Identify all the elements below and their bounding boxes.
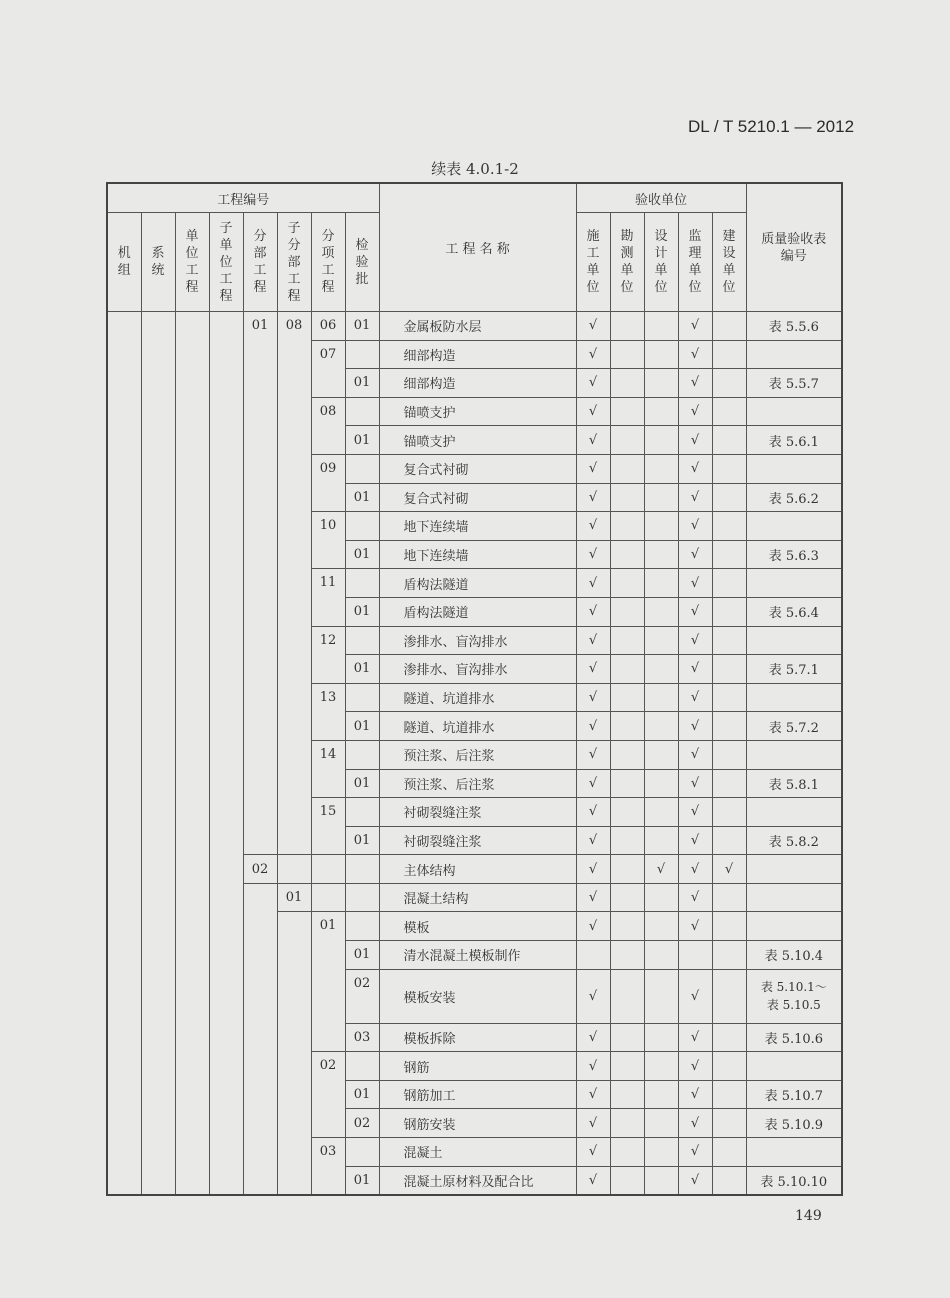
cell-supervision: √ [678,426,712,455]
cell-owner [712,712,746,741]
cell-supervision: √ [678,1138,712,1167]
cell-owner [712,397,746,426]
cell-form: 表 5.8.2 [746,826,842,855]
cell-lot [345,855,379,884]
cell-survey [610,626,644,655]
cell-design [644,512,678,541]
cell-survey [610,312,644,341]
cell-name: 地下连续墙 [379,540,576,569]
cell-design [644,712,678,741]
cell-owner [712,1109,746,1138]
header-unit-project: 单位工程 [175,213,209,312]
cell-design [644,883,678,912]
cell-survey [610,426,644,455]
cell-item: 15 [311,798,345,855]
cell-name: 钢筋 [379,1052,576,1081]
cell-owner [712,798,746,827]
cell-item: 09 [311,454,345,511]
cell-construction: √ [576,597,610,626]
cell-item: 11 [311,569,345,626]
cell-form: 表 5.6.3 [746,540,842,569]
cell-design [644,769,678,798]
cell-supervision: √ [678,855,712,884]
cell-supervision: √ [678,540,712,569]
cell-item: 14 [311,740,345,797]
cell-design [644,1109,678,1138]
cell-construction: √ [576,569,610,598]
cell-survey [610,397,644,426]
cell-name: 混凝土结构 [379,883,576,912]
cell-lot [345,883,379,912]
cell-name: 模板 [379,912,576,941]
cell-form: 表 5.10.7 [746,1080,842,1109]
cell-supervision: √ [678,512,712,541]
cell-owner: √ [712,855,746,884]
cell-lot [345,683,379,712]
cell-supervision: √ [678,369,712,398]
cell-survey [610,1166,644,1195]
cell-form [746,454,842,483]
cell-lot: 01 [345,597,379,626]
cell-name: 金属板防水层 [379,312,576,341]
cell-survey [610,597,644,626]
cell-construction: √ [576,369,610,398]
cell-design [644,683,678,712]
cell-name: 锚喷支护 [379,426,576,455]
cell-form [746,569,842,598]
cell-construction: √ [576,340,610,369]
cell-owner [712,769,746,798]
cell-supervision: √ [678,1052,712,1081]
cell-construction: √ [576,683,610,712]
cell-lot [345,569,379,598]
header-sub-division-project: 子分部工程 [277,213,311,312]
cell-name: 模板拆除 [379,1023,576,1052]
cell-owner [712,1052,746,1081]
cell-lot: 01 [345,426,379,455]
cell-form: 表 5.10.4 [746,941,842,970]
cell-lot: 01 [345,769,379,798]
cell-form: 表 5.10.1～ 表 5.10.5 [746,969,842,1023]
cell-form [746,340,842,369]
cell-owner [712,1080,746,1109]
cell-construction: √ [576,626,610,655]
cell-form: 表 5.6.2 [746,483,842,512]
cell-sub-division: 01 [277,883,311,912]
cell-owner [712,597,746,626]
cell-lot: 01 [345,655,379,684]
header-inspection-lot: 检验批 [345,213,379,312]
cell-lot: 01 [345,941,379,970]
cell-owner [712,969,746,1023]
cell-design [644,483,678,512]
cell-survey [610,483,644,512]
cell-supervision: √ [678,740,712,769]
cell-survey [610,769,644,798]
cell-owner [712,1166,746,1195]
cell-survey [610,1080,644,1109]
cell-form: 表 5.7.2 [746,712,842,741]
cell-owner [712,483,746,512]
cell-lot [345,912,379,941]
cell-construction: √ [576,883,610,912]
cell-supervision: √ [678,483,712,512]
cell-lot [345,454,379,483]
cell-survey [610,826,644,855]
cell-design [644,826,678,855]
cell-name: 预注浆、后注浆 [379,740,576,769]
cell-owner [712,426,746,455]
cell-form: 表 5.10.10 [746,1166,842,1195]
cell-supervision: √ [678,397,712,426]
cell-lot: 03 [345,1023,379,1052]
header-unit-group: 机组 [107,213,141,312]
cell-sub-division [277,912,311,1195]
cell-item: 07 [311,340,345,397]
cell-survey [610,1052,644,1081]
header-project-name: 工 程 名 称 [379,183,576,312]
cell-name: 混凝土 [379,1138,576,1167]
cell-design [644,1023,678,1052]
cell-owner [712,312,746,341]
cell-survey [610,369,644,398]
cell-construction: √ [576,483,610,512]
cell-name: 钢筋安装 [379,1109,576,1138]
cell-name: 衬砌裂缝注浆 [379,798,576,827]
cell-form: 表 5.8.1 [746,769,842,798]
cell-construction: √ [576,1138,610,1167]
cell-lot [345,626,379,655]
cell-name: 主体结构 [379,855,576,884]
cell-lot: 02 [345,1109,379,1138]
header-survey-unit: 勘测单位 [610,213,644,312]
cell-owner [712,512,746,541]
cell-construction: √ [576,1023,610,1052]
cell-design: √ [644,855,678,884]
header-sub-unit-project: 子单位工程 [209,213,243,312]
cell-name: 细部构造 [379,340,576,369]
cell-division: 01 [243,312,277,855]
cell-construction: √ [576,740,610,769]
cell-lot: 01 [345,369,379,398]
cell-supervision: √ [678,712,712,741]
cell-form [746,683,842,712]
cell-construction: √ [576,798,610,827]
cell-lot: 01 [345,826,379,855]
cell-name: 渗排水、盲沟排水 [379,626,576,655]
cell-supervision: √ [678,798,712,827]
cell-lot: 01 [345,712,379,741]
cell-construction: √ [576,397,610,426]
cell-survey [610,1023,644,1052]
cell-owner [712,569,746,598]
cell-supervision: √ [678,769,712,798]
cell-lot: 01 [345,1080,379,1109]
cell-form: 表 5.5.7 [746,369,842,398]
table-row [107,312,842,341]
cell-supervision: √ [678,1109,712,1138]
cell-form: 表 5.6.4 [746,597,842,626]
cell-supervision: √ [678,454,712,483]
cell-form [746,740,842,769]
cell-design [644,569,678,598]
header-system: 系统 [141,213,175,312]
cell-design [644,912,678,941]
cell-owner [712,1023,746,1052]
page-number: 149 [795,1208,822,1224]
cell-form: 表 5.5.6 [746,312,842,341]
cell-design [644,597,678,626]
cell-construction: √ [576,712,610,741]
cell-owner [712,683,746,712]
cell-item: 13 [311,683,345,740]
cell-supervision: √ [678,683,712,712]
cell-construction: √ [576,769,610,798]
header-item-project: 分项工程 [311,213,345,312]
cell-survey [610,912,644,941]
cell-form [746,512,842,541]
header-supervision-unit: 监理单位 [678,213,712,312]
cell-name: 钢筋加工 [379,1080,576,1109]
cell-owner [712,883,746,912]
cell-survey [610,454,644,483]
cell-form [746,912,842,941]
cell-survey [610,655,644,684]
cell-name: 模板安装 [379,969,576,1023]
cell-item: 10 [311,512,345,569]
cell-lot [345,740,379,769]
cell-construction: √ [576,969,610,1023]
header-owner-unit: 建设单位 [712,213,746,312]
cell-item: 06 [311,312,345,341]
cell-name: 细部构造 [379,369,576,398]
cell-lot [345,1138,379,1167]
header-acceptance-units: 验收单位 [576,183,746,213]
cell-construction: √ [576,540,610,569]
cell-name: 复合式衬砌 [379,454,576,483]
cell-lot [345,1052,379,1081]
cell-survey [610,883,644,912]
cell-supervision: √ [678,597,712,626]
cell-form [746,397,842,426]
cell-construction: √ [576,1080,610,1109]
cell-sub-division [277,855,311,884]
cell-form [746,1138,842,1167]
cell-design [644,798,678,827]
cell-form: 表 5.6.1 [746,426,842,455]
cell-item [311,883,345,912]
cell-construction: √ [576,826,610,855]
cell-supervision: √ [678,969,712,1023]
header-design-unit: 设计单位 [644,213,678,312]
cell-design [644,1166,678,1195]
cell-name: 隧道、坑道排水 [379,683,576,712]
cell-construction: √ [576,1052,610,1081]
cell-supervision: √ [678,626,712,655]
cell-survey [610,683,644,712]
header-project-code: 工程编号 [107,183,379,213]
cell-survey [610,1109,644,1138]
cell-supervision: √ [678,1166,712,1195]
cell-form [746,1052,842,1081]
cell-survey [610,798,644,827]
cell-supervision: √ [678,1023,712,1052]
cell-form [746,855,842,884]
cell-construction: √ [576,655,610,684]
cell-survey [610,1138,644,1167]
cell-owner [712,826,746,855]
cell-owner [712,454,746,483]
table-caption: 续表 4.0.1-2 [431,160,519,178]
cell-name: 复合式衬砌 [379,483,576,512]
cell-supervision: √ [678,312,712,341]
cell-survey [610,855,644,884]
cell-form [746,626,842,655]
cell-design [644,969,678,1023]
cell-name: 清水混凝土模板制作 [379,941,576,970]
standard-code: DL / T 5210.1 — 2012 [688,117,855,136]
cell-supervision: √ [678,569,712,598]
cell-design [644,1080,678,1109]
cell-form [746,798,842,827]
cell-construction: √ [576,512,610,541]
cell-name: 盾构法隧道 [379,597,576,626]
cell-supervision: √ [678,340,712,369]
cell-survey [610,969,644,1023]
cell-survey [610,340,644,369]
cell-design [644,655,678,684]
cell-owner [712,740,746,769]
cell-owner [712,941,746,970]
cell-form: 表 5.10.6 [746,1023,842,1052]
cell-owner [712,540,746,569]
cell-survey [610,740,644,769]
cell-name: 地下连续墙 [379,512,576,541]
cell-lot: 01 [345,1166,379,1195]
cell-item: 08 [311,397,345,454]
cell-supervision: √ [678,1080,712,1109]
cell-construction: √ [576,454,610,483]
cell-survey [610,941,644,970]
cell-lot: 01 [345,540,379,569]
cell-design [644,312,678,341]
cell-construction: √ [576,855,610,884]
cell-lot: 02 [345,969,379,1023]
cell-survey [610,540,644,569]
cell-design [644,426,678,455]
acceptance-table [106,182,843,1196]
cell-sub-unit-project [209,312,243,1196]
cell-lot [345,340,379,369]
cell-design [644,540,678,569]
cell-supervision: √ [678,655,712,684]
cell-form: 表 5.10.9 [746,1109,842,1138]
cell-unit-group [107,312,141,1196]
cell-design [644,454,678,483]
cell-item [311,855,345,884]
cell-construction: √ [576,912,610,941]
cell-survey [610,512,644,541]
cell-survey [610,712,644,741]
cell-form: 表 5.7.1 [746,655,842,684]
cell-name: 衬砌裂缝注浆 [379,826,576,855]
cell-lot: 01 [345,483,379,512]
cell-owner [712,369,746,398]
cell-construction: √ [576,312,610,341]
cell-supervision: √ [678,826,712,855]
cell-construction: √ [576,426,610,455]
cell-supervision [678,941,712,970]
cell-owner [712,655,746,684]
cell-lot: 01 [345,312,379,341]
cell-division [243,883,277,1195]
cell-division: 02 [243,855,277,884]
cell-name: 隧道、坑道排水 [379,712,576,741]
cell-system [141,312,175,1196]
cell-design [644,1052,678,1081]
cell-owner [712,912,746,941]
cell-design [644,740,678,769]
cell-item: 01 [311,912,345,1052]
cell-lot [345,397,379,426]
cell-owner [712,1138,746,1167]
cell-construction: √ [576,1166,610,1195]
cell-design [644,340,678,369]
cell-construction: √ [576,1109,610,1138]
cell-design [644,941,678,970]
cell-owner [712,626,746,655]
cell-design [644,369,678,398]
cell-item: 12 [311,626,345,683]
cell-lot [345,512,379,541]
cell-survey [610,569,644,598]
cell-item: 03 [311,1138,345,1196]
header-form-no: 质量验收表编号 [746,183,842,312]
cell-unit-project [175,312,209,1196]
cell-owner [712,340,746,369]
cell-item: 02 [311,1052,345,1138]
header-construction-unit: 施工单位 [576,213,610,312]
cell-name: 渗排水、盲沟排水 [379,655,576,684]
cell-lot [345,798,379,827]
cell-name: 盾构法隧道 [379,569,576,598]
cell-design [644,397,678,426]
cell-design [644,626,678,655]
cell-sub-division: 08 [277,312,311,855]
cell-construction [576,941,610,970]
cell-supervision: √ [678,912,712,941]
cell-name: 预注浆、后注浆 [379,769,576,798]
cell-form [746,883,842,912]
cell-supervision: √ [678,883,712,912]
cell-name: 锚喷支护 [379,397,576,426]
header-division-project: 分部工程 [243,213,277,312]
cell-design [644,1138,678,1167]
cell-name: 混凝土原材料及配合比 [379,1166,576,1195]
